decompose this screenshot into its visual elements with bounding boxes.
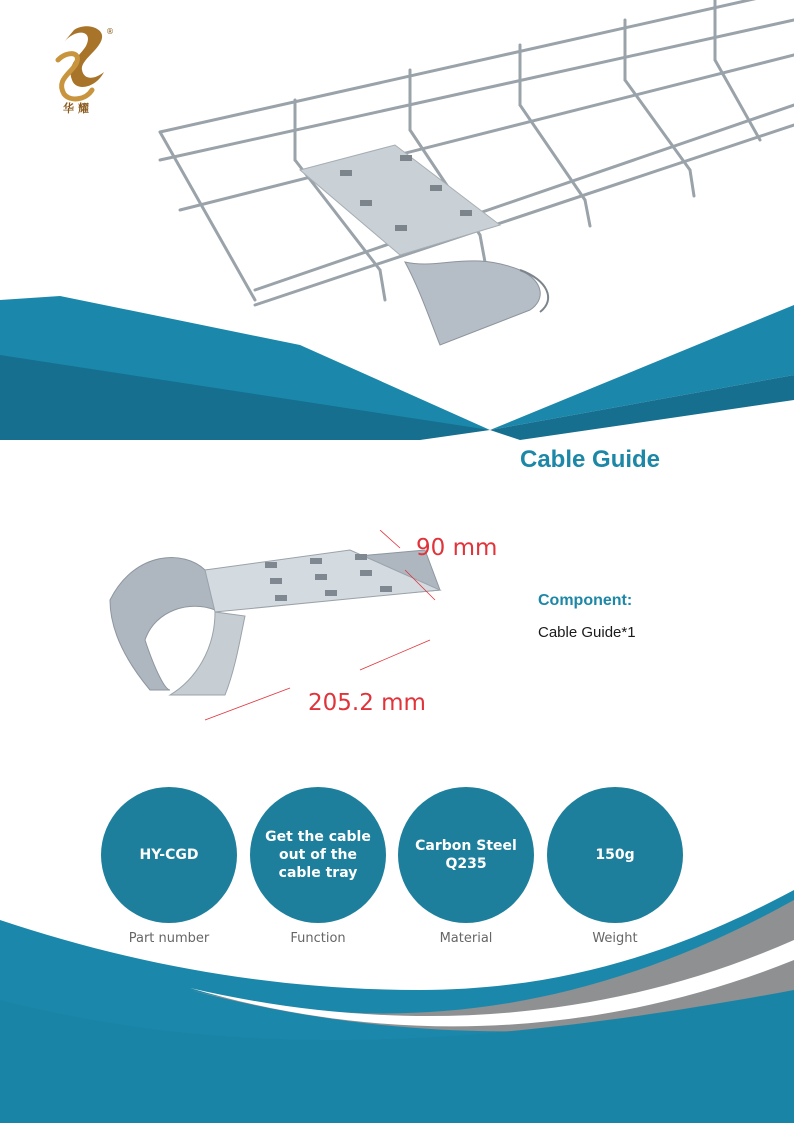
spec-value: HY-CGD: [139, 847, 199, 863]
dimension-length-label: 205.2 mm: [308, 690, 426, 716]
spec-value: Carbon Steel Q235: [415, 838, 517, 872]
footer-wave-decoration: [0, 880, 794, 1123]
spec-caption: Weight: [592, 931, 638, 946]
svg-text:®: ®: [106, 27, 114, 36]
spec-caption: Part number: [128, 931, 210, 946]
spec-caption: Function: [290, 931, 346, 946]
cable-guide-product-image: [95, 530, 535, 750]
dimension-width-label: 90 mm: [416, 535, 498, 561]
spec-value: 150g: [595, 847, 635, 863]
brand-logo-text: 华耀: [63, 102, 93, 115]
spec-caption: Material: [439, 931, 493, 946]
component-heading: Component:: [538, 592, 633, 609]
spec-value: Get the cable out of the cable tray: [265, 829, 371, 881]
page-title: Cable Guide: [520, 446, 661, 473]
component-value: Cable Guide*1: [538, 624, 636, 641]
hero-cable-tray-image: [0, 0, 794, 440]
